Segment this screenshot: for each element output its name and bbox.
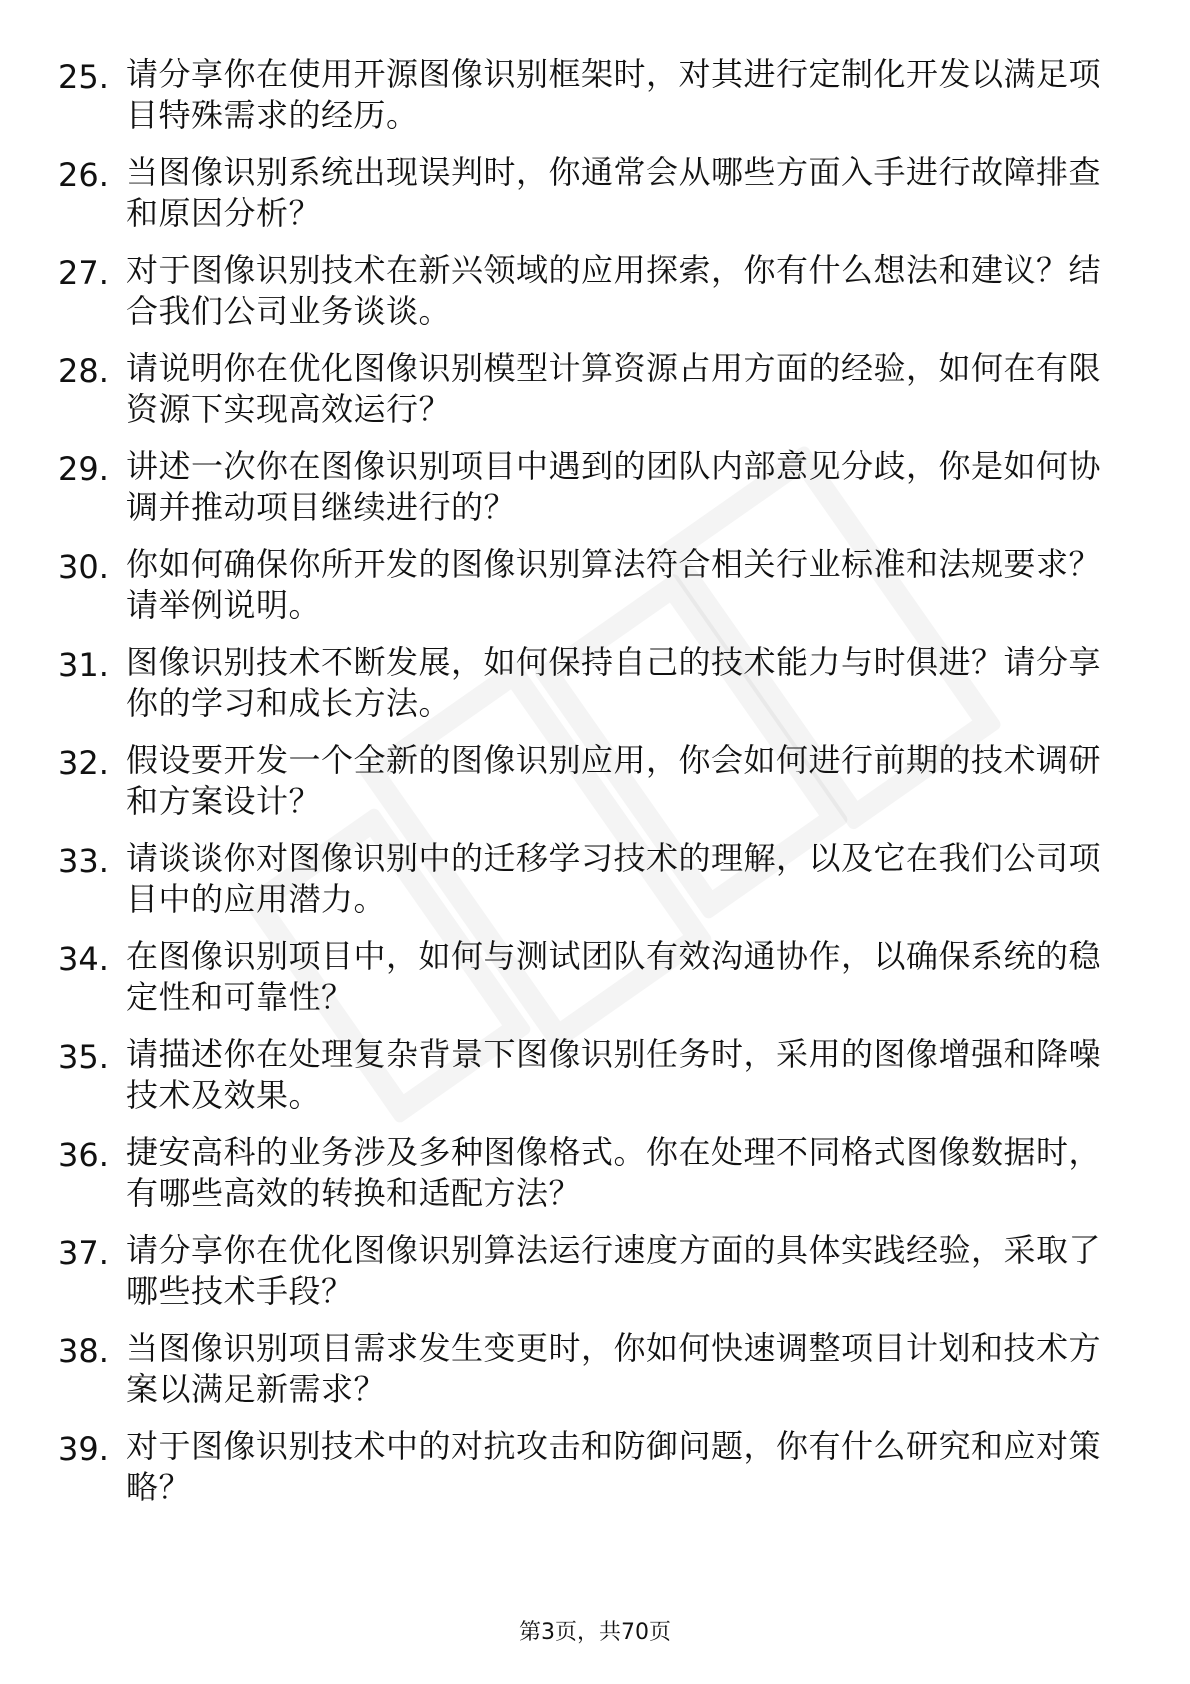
- question-item: [0, 638, 1190, 736]
- question-text: 假设要开发一个全新的图像识别应用，你会如何进行前期的技术调研和方案设计？: [126, 741, 1102, 820]
- question-text: 请描述你在处理复杂背景下图像识别任务时，采用的图像增强和降噪技术及效果。: [126, 1035, 1102, 1114]
- question-text: 在图像识别项目中，如何与测试团队有效沟通协作，以确保系统的稳定性和可靠性？: [126, 937, 1102, 1016]
- question-text: 请分享你在优化图像识别算法运行速度方面的具体实践经验，采取了哪些技术手段？: [126, 1231, 1102, 1310]
- question-text: 当图像识别系统出现误判时，你通常会从哪些方面入手进行故障排查和原因分析？: [126, 153, 1102, 232]
- question-text: 请说明你在优化图像识别模型计算资源占用方面的经验，如何在有限资源下实现高效运行？: [126, 349, 1102, 428]
- question-item: [0, 736, 1190, 834]
- question-number: 31.: [58, 646, 109, 684]
- question-number: 25.: [58, 58, 109, 96]
- question-number: 37.: [58, 1234, 109, 1272]
- question-item: [0, 1422, 1190, 1520]
- question-number: 27.: [58, 254, 109, 292]
- question-number: 38.: [58, 1332, 109, 1370]
- question-text: 请分享你在使用开源图像识别框架时，对其进行定制化开发以满足项目特殊需求的经历。: [126, 55, 1102, 134]
- question-item: [0, 148, 1190, 246]
- question-item: [0, 442, 1190, 540]
- question-text: 捷安高科的业务涉及多种图像格式。你在处理不同格式图像数据时，有哪些高效的转换和适配方法？: [126, 1133, 1102, 1212]
- question-text: 当图像识别项目需求发生变更时，你如何快速调整项目计划和技术方案以满足新需求？: [126, 1329, 1102, 1408]
- question-item: [0, 344, 1190, 442]
- question-list: [0, 50, 1190, 1520]
- question-item: [0, 834, 1190, 932]
- question-text: 你如何确保你所开发的图像识别算法符合相关行业标准和法规要求？请举例说明。: [126, 545, 1102, 624]
- page-footer: [0, 1618, 1190, 1648]
- question-number: 36.: [58, 1136, 109, 1174]
- question-item: [0, 246, 1190, 344]
- question-item: [0, 1030, 1190, 1128]
- question-item: [0, 932, 1190, 1030]
- question-number: 26.: [58, 156, 109, 194]
- question-item: [0, 50, 1190, 148]
- question-number: 33.: [58, 842, 109, 880]
- question-item: [0, 1128, 1190, 1226]
- question-item: [0, 1226, 1190, 1324]
- page-number-label: 第3页，共70页: [519, 1620, 671, 1645]
- question-number: 34.: [58, 940, 109, 978]
- question-number: 32.: [58, 744, 109, 782]
- question-number: 28.: [58, 352, 109, 390]
- question-text: 图像识别技术不断发展，如何保持自己的技术能力与时俱进？请分享你的学习和成长方法。: [126, 643, 1102, 722]
- question-item: [0, 540, 1190, 638]
- question-number: 39.: [58, 1430, 109, 1468]
- question-text: 对于图像识别技术在新兴领域的应用探索，你有什么想法和建议？结合我们公司业务谈谈。: [126, 251, 1102, 330]
- question-number: 30.: [58, 548, 109, 586]
- question-text: 讲述一次你在图像识别项目中遇到的团队内部意见分歧，你是如何协调并推动项目继续进行的？: [126, 447, 1102, 526]
- question-number: 29.: [58, 450, 109, 488]
- question-number: 35.: [58, 1038, 109, 1076]
- question-text: 对于图像识别技术中的对抗攻击和防御问题，你有什么研究和应对策略？: [126, 1427, 1102, 1506]
- question-text: 请谈谈你对图像识别中的迁移学习技术的理解，以及它在我们公司项目中的应用潜力。: [126, 839, 1102, 918]
- question-item: [0, 1324, 1190, 1422]
